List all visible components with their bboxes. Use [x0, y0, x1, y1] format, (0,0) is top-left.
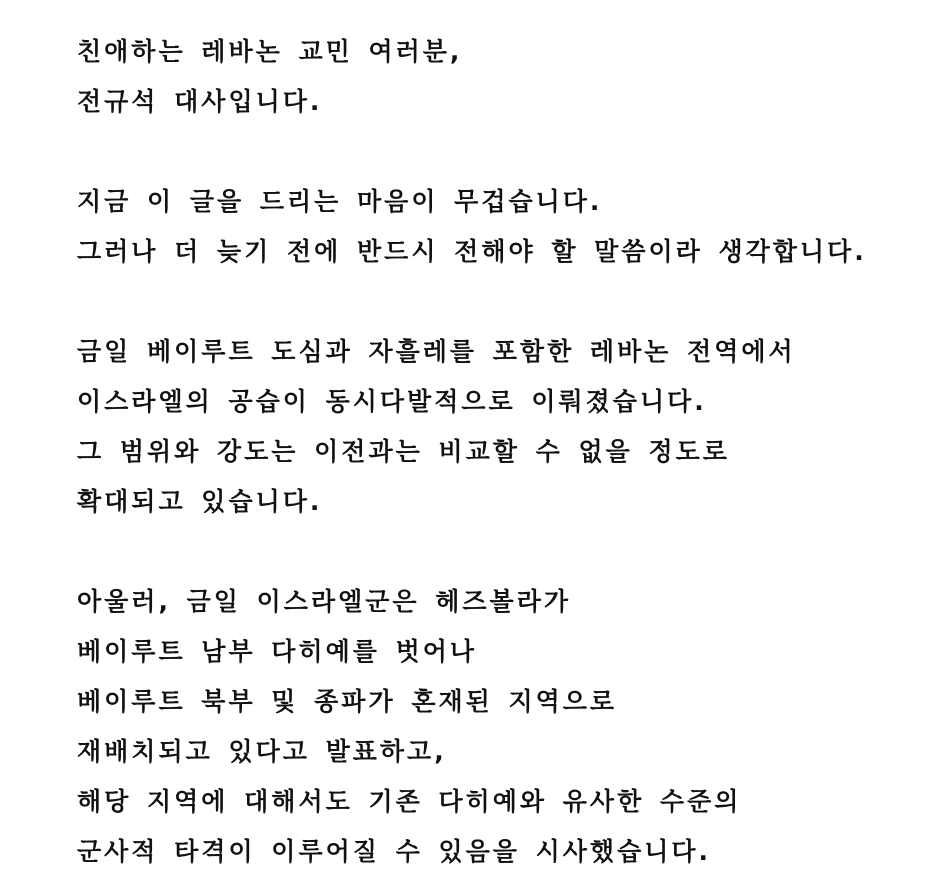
text-line: 확대되고 있습니다. [77, 487, 323, 516]
paragraph-announcement [77, 577, 917, 877]
paragraph-gap [77, 127, 917, 177]
paragraph-gap [77, 277, 917, 327]
text-line: 지금 이 글을 드리는 마음이 무겁습니다. [77, 187, 603, 216]
paragraph-intro [77, 177, 917, 277]
text-line: 군사적 타격이 이루어질 수 있음을 시사했습니다. [77, 837, 712, 866]
text-line: 그 범위와 강도는 이전과는 비교할 수 없을 정도로 [77, 437, 730, 466]
text-line: 해당 지역에 대해서도 기존 다히예와 유사한 수준의 [77, 787, 742, 816]
text-line: 베이루트 북부 및 종파가 혼재된 지역으로 [77, 687, 618, 716]
letter-body [77, 27, 917, 877]
text-line: 친애하는 레바논 교민 여러분, [77, 37, 463, 66]
paragraph-greeting [77, 27, 917, 127]
text-line: 재배치되고 있다고 발표하고, [77, 737, 447, 766]
text-line: 이스라엘의 공습이 동시다발적으로 이뤄졌습니다. [77, 387, 707, 416]
text-line: 그러나 더 늦기 전에 반드시 전해야 할 말씀이라 생각합니다. [77, 237, 867, 266]
paragraph-airstrikes [77, 327, 917, 527]
text-line: 전규석 대사입니다. [77, 87, 323, 116]
paragraph-gap [77, 527, 917, 577]
text-line: 베이루트 남부 다히예를 벗어나 [77, 637, 478, 666]
text-line: 금일 베이루트 도심과 자흘레를 포함한 레바논 전역에서 [77, 337, 796, 366]
text-line: 아울러, 금일 이스라엘군은 헤즈볼라가 [77, 587, 572, 616]
